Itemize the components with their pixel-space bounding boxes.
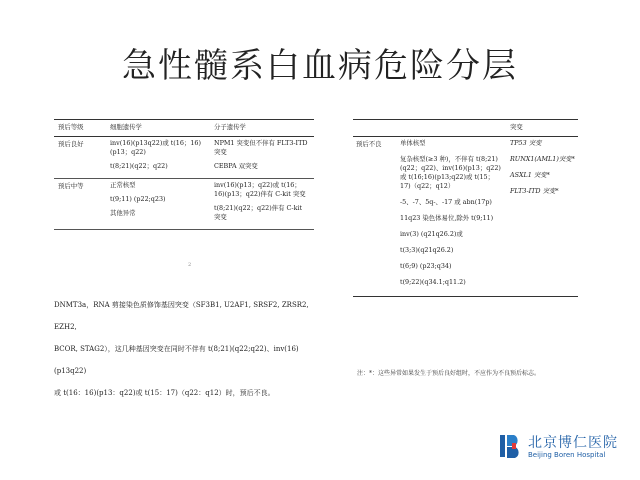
- cyto-cell: [397, 137, 507, 297]
- cyto-item: t(9;22)(q34.1;q11.2): [400, 278, 466, 286]
- table-row: [54, 137, 314, 179]
- right-risk-table: [353, 119, 578, 297]
- grade-cell: 预后中等: [54, 179, 106, 230]
- mol-item: t(8;21)(q22；q22)伴有 C-kit 突变: [214, 204, 303, 221]
- table-header-row: [353, 120, 578, 137]
- hospital-logo-icon: [498, 432, 522, 460]
- mol-item: ASXL1 突变*: [510, 171, 550, 179]
- hospital-name-cn: 北京博仁医院: [528, 435, 618, 451]
- gene-mutation-paragraph: [54, 294, 322, 404]
- cyto-item: 11q23 染色体易位,除外 t(9;11): [400, 214, 494, 222]
- cyto-item: inv(3) (q21q26.2)或: [400, 230, 463, 238]
- cyto-item: -5、-7、5q-、-17 或 abn(17p): [400, 198, 492, 206]
- mol-cell: [210, 179, 314, 230]
- table-header-row: [54, 120, 314, 137]
- mol-item: RUNX1(AML1)突变*: [510, 155, 575, 163]
- cyto-item: 单体核型: [400, 139, 426, 147]
- page-mark: 2: [188, 262, 192, 268]
- grade-cell: 预后良好: [54, 137, 106, 179]
- cyto-item: 其他异常: [110, 209, 136, 217]
- header-cell: 分子遗传学: [210, 120, 314, 137]
- cyto-item: t(8;21)(q22；q22): [110, 162, 168, 170]
- mol-cell: [210, 137, 314, 179]
- hospital-logo: [498, 430, 628, 464]
- header-cell: 预后等级: [54, 120, 106, 137]
- header-cell: 细胞遗传学: [106, 120, 210, 137]
- mol-item: TP53 突变: [510, 139, 542, 147]
- mol-item: NPM1 突变但不伴有 FLT3-ITD 突变: [214, 139, 308, 156]
- cyto-item: 正常核型: [110, 181, 136, 189]
- mol-item: CEBPA 双突变: [214, 162, 258, 170]
- table-row: [353, 137, 578, 297]
- header-cell: 突变: [507, 120, 578, 137]
- cyto-item: t(9;11) (p22;q23): [110, 195, 166, 203]
- cyto-cell: [106, 179, 210, 230]
- left-risk-table: [54, 119, 314, 230]
- header-cell: [397, 120, 507, 137]
- paragraph-line: BCOR, STAG2），这几种基因突变在同时不伴有 t(8;21)(q22;q22)、inv(16)(p13q22): [54, 345, 299, 375]
- page-title: 急性髓系白血病危险分层: [122, 46, 518, 86]
- mol-item: FLT3-ITD 突变*: [510, 187, 559, 195]
- mol-cell: [507, 137, 578, 297]
- header-cell: [353, 120, 397, 137]
- cyto-cell: [106, 137, 210, 179]
- mol-item: inv(16)(p13；q22)或 t(16；16)(p13；q22)伴有 C-kit 突变: [214, 181, 306, 198]
- table-row: [54, 179, 314, 230]
- grade-cell: 预后不良: [353, 137, 397, 297]
- hospital-name-en: Beijing Boren Hospital: [528, 451, 606, 459]
- cyto-item: t(6;9) (p23;q34): [400, 262, 452, 270]
- cyto-item: t(3;3)(q21q26.2): [400, 246, 454, 254]
- paragraph-line: 或 t(16：16)(p13：q22)或 t(15：17)（q22：q12）时，预后不良。: [54, 389, 275, 397]
- cyto-item: inv(16)(p13q22)或 t(16；16)(p13；q22): [110, 139, 201, 156]
- cyto-item: 复杂核型(≥3 种)，不伴有 t(8;21)(q22；q22)、inv(16)(p13；q22)或 t(16;16)(p13;q22)或 t(15；17)（q22；q12）: [400, 155, 501, 190]
- table-footnote: 注：*：这些异常如果发生于预后良好组时，不应作为不良预后标志。: [357, 370, 541, 377]
- paragraph-line: DNMT3a，RNA 剪接染色质修饰基因突变（SF3B1, U2AF1, SRSF2, ZRSR2, EZH2,: [54, 301, 309, 331]
